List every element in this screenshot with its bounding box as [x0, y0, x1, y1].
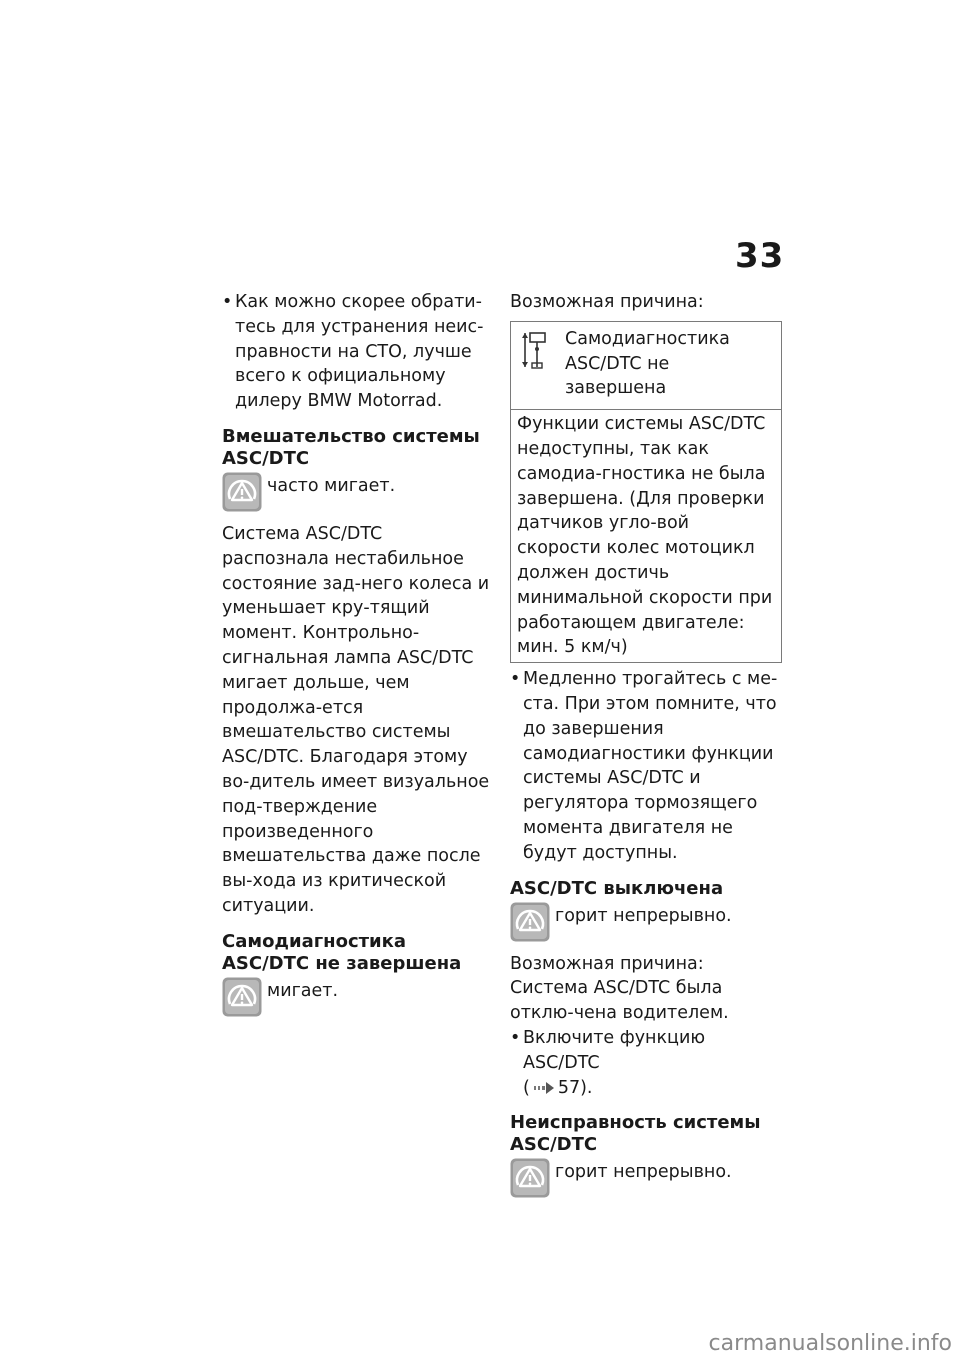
bullet-enable-text: Включите функцию ASC/DTC	[523, 1027, 706, 1073]
heading-selfdiag-incomplete: Самодиагностика ASC/DTC не завершена	[222, 930, 462, 974]
paragraph-asc-description: Система ASC/DTC распознала нестабильное состояние зад-него колеса и уменьшает кру-тящий момент. Контрольно-сигнальная лампа ASC/DTC мигает дольше, чем продолжа-ется вмешательство системы ASC/DTC. Благодаря этому во-дитель имеет визуальное под-тверждение произведенного вмешательства даже после вы-хода из критической ситуации.	[222, 523, 490, 916]
paragraph-disabled-by-rider: Система ASC/DTC была отклю-чена водителем.	[510, 978, 729, 1024]
bullet-contact-dealer: • Как можно скорее обрати-тесь для устранения неис-правности на СТО, лучше всего к официальному дилеру BMW Motorrad.	[222, 290, 492, 414]
asc-dtc-warning-icon	[510, 902, 550, 942]
asc-dtc-warning-icon	[510, 1158, 550, 1198]
info-box-header	[511, 322, 781, 410]
indicator-state-text: горит непрерывно.	[555, 1162, 732, 1183]
watermark: carmanualsonline.info	[708, 1331, 952, 1356]
heading-asc-off: ASC/DTC выключена	[510, 877, 724, 899]
page-number: 33	[735, 236, 785, 276]
indicator-state-text: горит непрерывно.	[555, 905, 732, 926]
info-box-selfdiag	[510, 321, 782, 663]
right-column	[510, 290, 782, 1208]
page-reference-number: 57).	[557, 1077, 593, 1098]
info-box-text: Функции системы ASC/DTC недоступны, так как самодиа-гностика не была завершена. (Для проверки датчиков угло-вой скорости колес мотоцикл должен достичь минимальной скорости при работающем двигателе: мин. 5 км/ч)	[517, 414, 773, 658]
possible-cause-label: Возможная причина:	[510, 292, 704, 312]
asc-dtc-warning-icon	[222, 977, 262, 1017]
page-reference[interactable]: ( 57).	[523, 1077, 593, 1098]
indicator-state-text: часто мигает.	[267, 475, 396, 496]
asc-dtc-warning-icon	[222, 472, 262, 512]
page-reference-arrow-icon	[533, 1082, 555, 1094]
info-box-title: Самодиагностика ASC/DTC не завершена	[565, 328, 730, 399]
diagnosis-plug-icon	[515, 327, 555, 371]
indicator-row-flashing	[222, 977, 492, 1017]
heading-asc-intervention: Вмешательство системы ASC/DTC	[222, 425, 480, 469]
heading-asc-fault: Неисправность системы ASC/DTC	[510, 1112, 761, 1156]
left-column	[222, 290, 492, 1027]
indicator-row-lit-asc-off	[510, 902, 782, 942]
indicator-row-flashing-often	[222, 472, 492, 512]
indicator-row-lit-fault	[510, 1158, 782, 1198]
bullet-enable-asc	[510, 1026, 782, 1100]
indicator-state-text: мигает.	[267, 980, 339, 1001]
info-box-body	[511, 410, 781, 662]
possible-cause-label-2: Возможная причина:	[510, 953, 704, 974]
bullet-start-slowly: • Медленно трогайтесь с ме-ста. При этом помните, что до завершения самодиагностики функции системы ASC/DTC и регулятора тормозящего момента двигателя не будут доступны.	[510, 667, 782, 865]
